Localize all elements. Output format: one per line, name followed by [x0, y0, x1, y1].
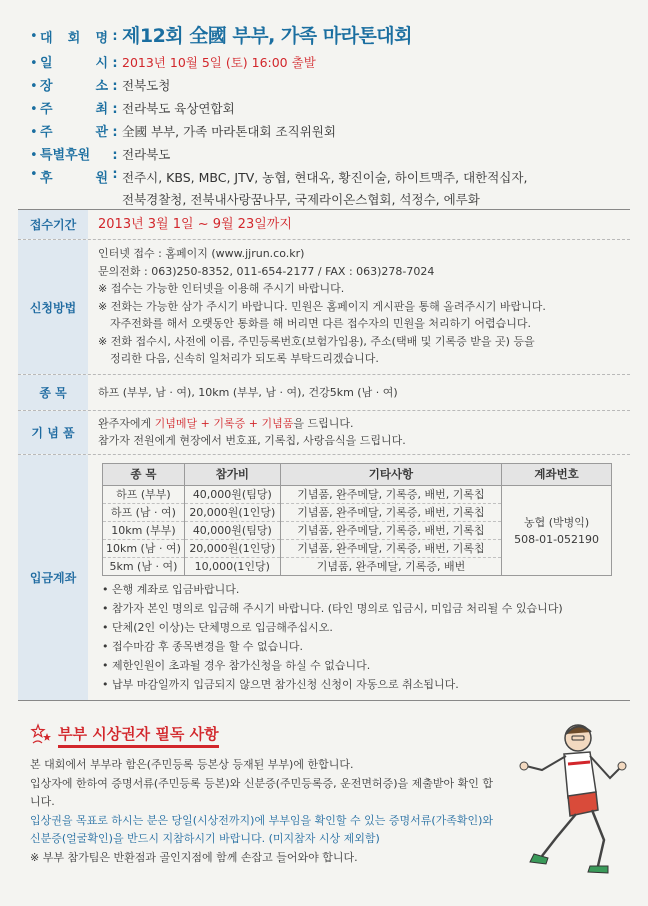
table-cell-fee: 20,000원(1인당) — [184, 540, 280, 558]
info-label: 주 최 — [40, 102, 108, 117]
souvenir-line: 완주자에게 기념메달 + 기록증 + 기념품을 드립니다. — [98, 417, 354, 430]
info-row — [30, 75, 630, 98]
colon: : — [112, 102, 118, 117]
account-cell — [502, 486, 612, 576]
table-cell-event: 10km (부부) — [103, 522, 185, 540]
apply-line: 정리한 다음, 신속히 일처리가 되도록 부탁드리겠습니다. — [110, 352, 379, 365]
apply-line: 인터넷 접수 : 홈페이지 (www.jjrun.co.kr) — [98, 247, 305, 260]
apply-line: 문의전화 : 063)250-8352, 011-654-2177 / FAX : 063)278-7024 — [98, 264, 435, 278]
info-row — [30, 144, 630, 167]
info-label: 대 회 명 — [40, 30, 108, 46]
table-cell-etc: 기념품, 완주메달, 기록증, 배번, 기록칩 — [280, 522, 501, 540]
info-label: 특별후원 — [40, 148, 91, 163]
info-label: 장 소 — [40, 79, 108, 94]
info-value: 2013년 10월 5일 (토) 16:00 출발 — [122, 55, 316, 70]
account-bank: 농협 (박병익) — [523, 515, 590, 529]
bullet: • — [30, 56, 38, 71]
bullet: • — [30, 28, 38, 44]
table-cell-etc: 기념품, 완주메달, 기록증, 배번, 기록칩 — [280, 504, 501, 522]
table-cell-fee: 40,000원(팀당) — [184, 522, 280, 540]
account-number: 508-01-052190 — [514, 532, 600, 546]
colon: : — [112, 56, 118, 71]
apply-line: ※ 접수는 가능한 인터넷을 이용해 주시기 바랍니다. — [98, 282, 345, 295]
fee-table — [102, 463, 612, 576]
colon: : — [112, 167, 118, 182]
info-row — [30, 52, 630, 75]
colon: : — [112, 148, 118, 163]
event-info-list — [30, 20, 630, 211]
table-row — [103, 486, 612, 504]
column-header: 참가비 — [184, 464, 280, 486]
notice-heading: 부부 시상권자 필독 사항 — [58, 723, 219, 748]
section-apply — [18, 240, 630, 375]
table-cell-etc: 기념품, 완주메달, 기록증, 배번, 기록칩 — [280, 540, 501, 558]
notice-line: 신분증(얼굴확인)을 반드시 지참하시기 바랍니다. (미지참자 시상 제외함) — [30, 832, 380, 845]
bullet: • — [30, 102, 38, 117]
bullet: • — [30, 167, 38, 182]
payment-notes — [102, 580, 630, 694]
notice-line: 입상권을 목표로 하시는 분은 당일(시상전까지)에 부부임을 확인할 수 있는 증명서류(가족확인)와 — [30, 813, 494, 827]
info-label: 주 관 — [40, 125, 108, 140]
info-label: 후 원 — [40, 171, 108, 186]
souvenir-line: 참가자 전원에게 현장에서 번호표, 기록칩, 사랑음식을 드립니다. — [98, 434, 406, 447]
apply-line: ※ 전화 접수시, 사전에 이름, 주민등록번호(보험가입용), 주소(택배 및 기록증 받을 곳) 등을 — [98, 334, 535, 348]
info-value: 全國 부부, 가족 마라톤대회 조직위원회 — [122, 124, 336, 139]
section-period — [18, 210, 630, 240]
section-souvenir — [18, 411, 630, 455]
events-value: 하프 (부부, 남 · 여), 10km (부부, 남 · 여), 건강5km (남 · 여) — [98, 386, 398, 399]
table-cell-etc: 기념품, 완주메달, 기록증, 배번, 기록칩 — [280, 486, 501, 504]
info-label: 일 시 — [40, 56, 108, 71]
info-value: 전라북도 육상연합회 — [122, 101, 235, 116]
notice-title — [30, 722, 500, 748]
section-label: 종 목 — [18, 375, 88, 410]
column-header: 종 목 — [103, 464, 185, 486]
table-cell-fee: 10,000(1인당) — [184, 558, 280, 576]
section-label: 접수기간 — [18, 210, 88, 239]
notice-line: ※ 부부 참가팀은 반환점과 골인지점에 함께 손잡고 들어와야 합니다. — [30, 850, 358, 864]
column-header: 계좌번호 — [502, 464, 612, 486]
table-cell-event: 10km (남 · 여) — [103, 540, 185, 558]
bullet: • — [30, 79, 38, 94]
info-row — [30, 167, 630, 211]
section-label: 입금계좌 — [18, 455, 88, 700]
info-row — [30, 20, 630, 52]
application-details — [18, 209, 630, 701]
table-cell-event: 하프 (남 · 여) — [103, 504, 185, 522]
stars-icon — [30, 723, 54, 747]
souvenir-highlight: 기념메달 + 기록증 + 기념품 — [154, 417, 294, 430]
notice-section — [30, 722, 500, 867]
note-item: • 납부 마감일까지 입금되지 않으면 참가신청 신청이 자동으로 취소됩니다. — [102, 678, 459, 691]
section-label: 신청방법 — [18, 240, 88, 374]
info-value: 전북도청 — [122, 78, 171, 93]
note-item: • 단체(2인 이상)는 단체명으로 입금해주십시오. — [102, 621, 333, 634]
bullet: • — [30, 125, 38, 140]
note-item: • 접수마감 후 종목변경을 할 수 없습니다. — [102, 640, 303, 653]
runner-illustration — [486, 706, 636, 882]
table-cell-fee: 20,000원(1인당) — [184, 504, 280, 522]
section-events — [18, 375, 630, 411]
colon: : — [112, 79, 118, 94]
section-payment — [18, 455, 630, 701]
column-header: 기타사항 — [280, 464, 501, 486]
info-row — [30, 121, 630, 144]
note-item: • 제한인원이 초과될 경우 참가신청을 하실 수 없습니다. — [102, 659, 371, 672]
bullet: • — [30, 148, 38, 163]
table-cell-etc: 기념품, 완주메달, 기록증, 배번 — [280, 558, 501, 576]
info-row — [30, 98, 630, 121]
notice-line: 입상자에 한하여 증명서류(주민등록 등본)와 신분증(주민등록증, 운전면허증)을 제출받아 확인 합니다. — [30, 776, 494, 808]
notice-line: 본 대회에서 부부라 함은(주민등록 등본상 등재된 부부)에 한합니다. — [30, 758, 354, 771]
section-label: 기 념 품 — [18, 411, 88, 454]
info-value: 제12회 全國 부부, 가족 마라톤대회 — [122, 25, 413, 47]
table-cell-event: 5km (남 · 여) — [103, 558, 185, 576]
note-item: • 은행 계좌로 입금바랍니다. — [102, 583, 240, 596]
table-cell-fee: 40,000원(팀당) — [184, 486, 280, 504]
info-value: 전주시, KBS, MBC, JTV, 농협, 현대옥, 황진이술, 하이트맥주, 대한적십자, 전북경찰청, 전북내사랑꿈나무, 국제라이온스협회, 석정수, 에루화 — [122, 170, 528, 207]
colon: : — [112, 28, 118, 44]
colon: : — [112, 125, 118, 140]
note-item: • 참가자 본인 명의로 입금해 주시기 바랍니다. (타인 명의로 입금시, 미입금 처리될 수 있습니다) — [102, 602, 563, 615]
notice-body — [30, 756, 500, 867]
apply-line: ※ 전화는 가능한 삼가 주시기 바랍니다. 민원은 홈페이지 게시판을 통해 올려주시기 바랍니다. — [98, 299, 546, 313]
period-value: 2013년 3월 1일 ~ 9월 23일까지 — [98, 217, 292, 232]
table-cell-event: 하프 (부부) — [103, 486, 185, 504]
apply-line: 자주전화를 해서 오랫동안 통화를 해 버리면 다른 접수자의 민원을 처리하기 어렵습니다. — [110, 317, 531, 330]
info-value: 전라북도 — [122, 147, 171, 162]
